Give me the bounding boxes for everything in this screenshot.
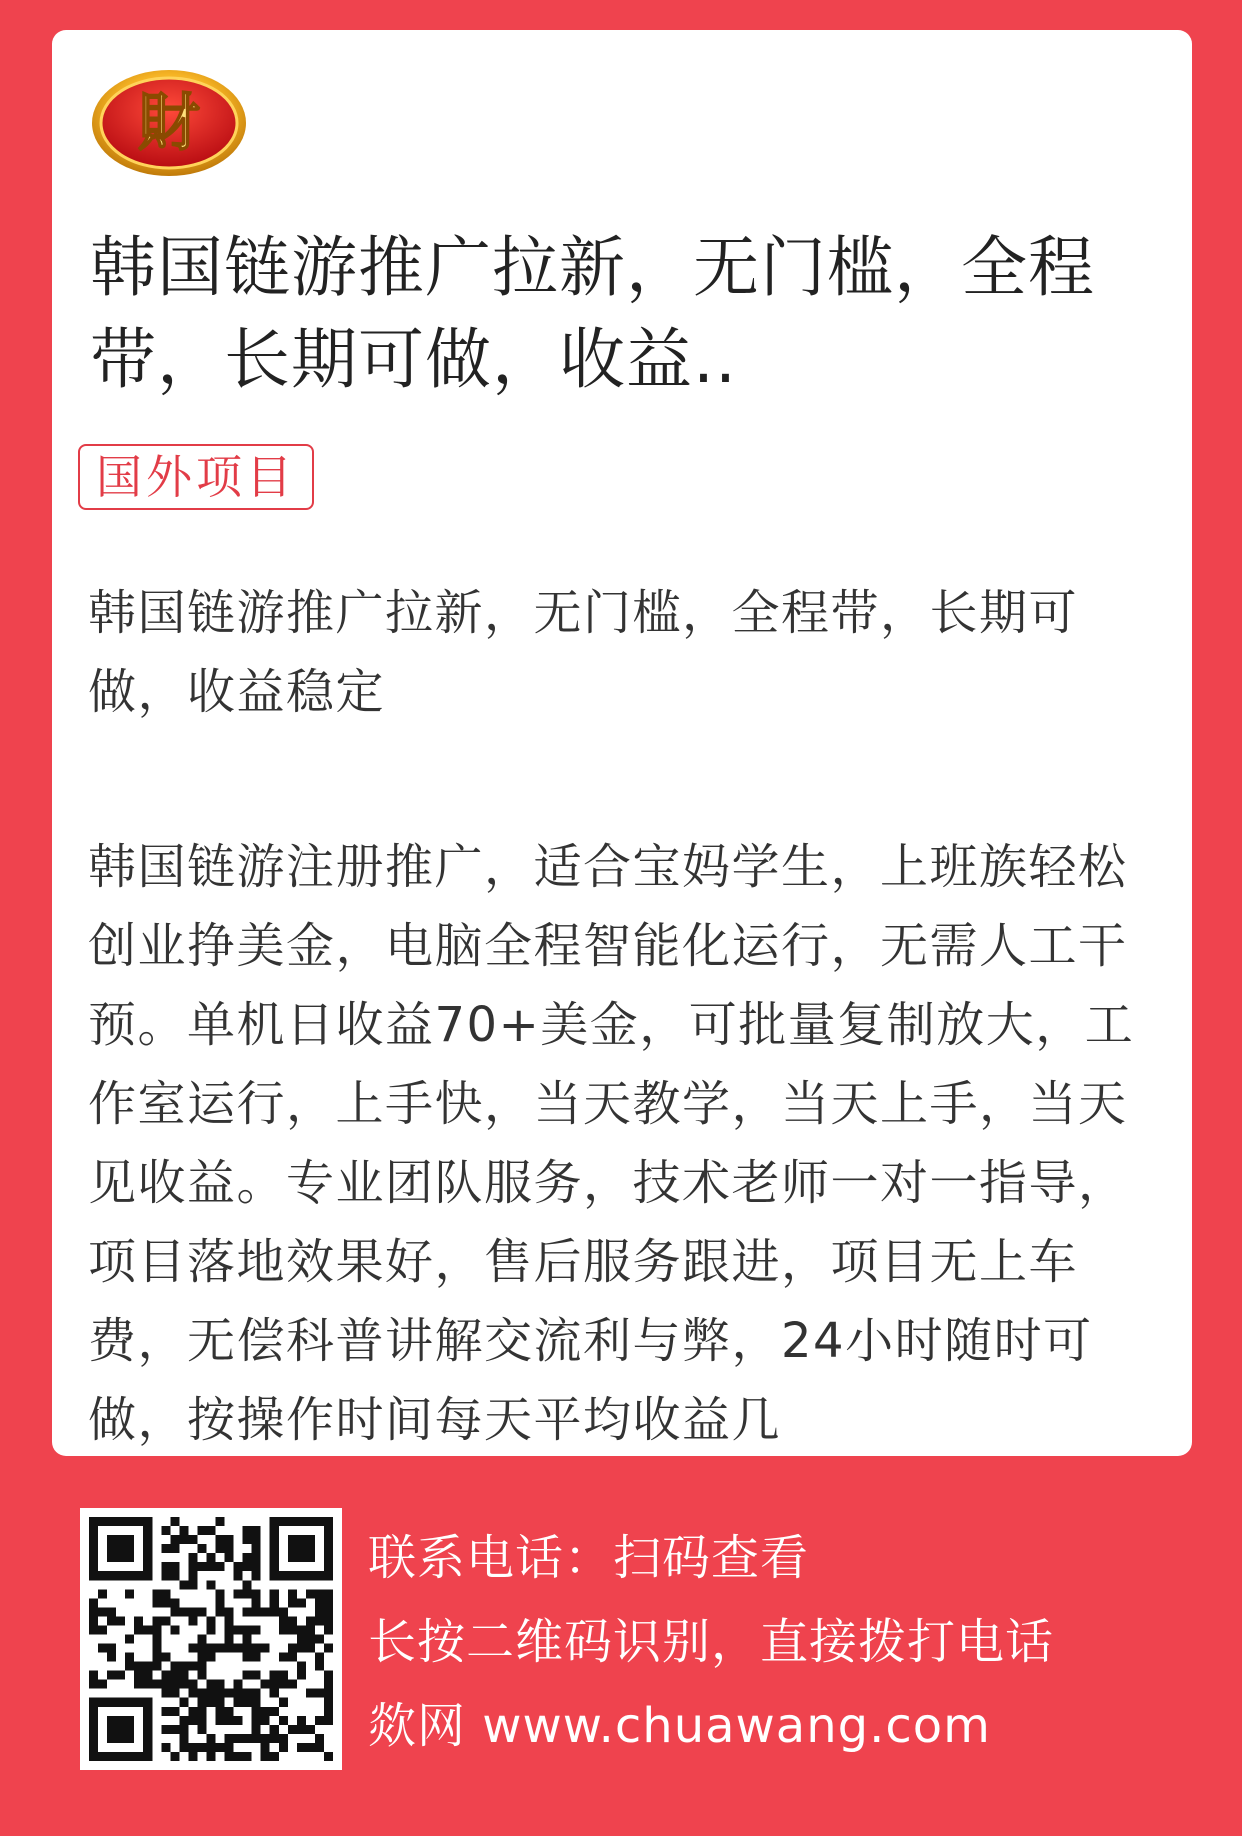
qr-code-icon[interactable] [80, 1508, 342, 1770]
post-title: 韩国链游推广拉新，无门槛，全程带，长期可做，收益.. [90, 229, 1095, 398]
intro-paragraph: 韩国链游推广拉新，无门槛，全程带，长期可做，收益稳定 [88, 585, 1079, 720]
site-link[interactable]: 欻网 www.chuawang.com [368, 1698, 991, 1754]
qr-instruction-text: 长按二维码识别，直接拨打电话 [368, 1614, 1055, 1670]
content-card [52, 30, 1192, 1456]
wealth-coin-logo-icon [90, 68, 248, 178]
description-paragraph: 韩国链游注册推广，适合宝妈学生，上班族轻松创业挣美金，电脑全程智能化运行，无需人工干预。单机日收益70+美金，可批量复制放大，工作室运行，上手快，当天教学，当天上手，当天见收益。专业团队服务，技术老师一对一指导，项目落地效果好，售后服务跟进，项目无上车费，无偿科普讲解交流利与弊，24小时随时可做，按操作时间每天平均收益几 [88, 839, 1135, 1448]
category-tag[interactable]: 国外项目 [78, 444, 314, 510]
contact-phone-text: 联系电话：扫码查看 [368, 1530, 810, 1586]
post-body [88, 574, 1168, 1460]
contact-footer [368, 1516, 1218, 1768]
logo-char: 財 [137, 86, 201, 159]
